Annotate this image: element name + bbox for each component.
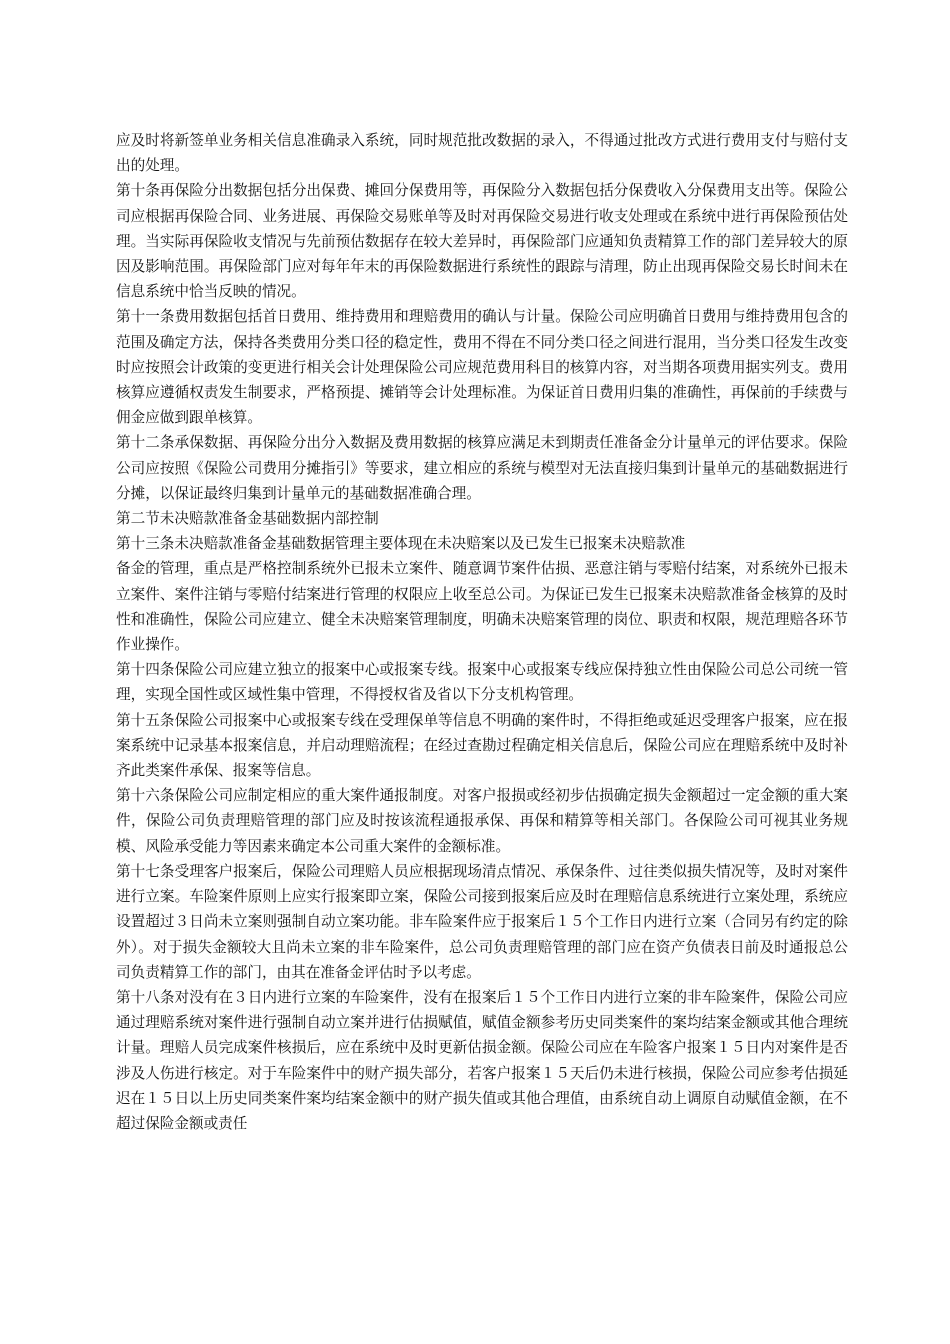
paragraph: 第十六条保险公司应制定相应的重大案件通报制度。对客户报损或经初步估损确定损失金额超过一定金额的重大案件，保险公司负责理赔管理的部门应及时按该流程通报承保、再保和精算等相关部门。各保险公司可视其业务规模、风险承受能力等因素来确定本公司重大案件的金额标准。 xyxy=(116,787,848,855)
document-body xyxy=(116,128,848,1136)
paragraph: 应及时将新签单业务相关信息准确录入系统，同时规范批改数据的录入，不得通过批改方式进行费用支付与赔付支出的处理。 xyxy=(116,132,848,175)
paragraph: 第十二条承保数据、再保险分出分入数据及费用数据的核算应满足未到期责任准备金分计量单元的评估要求。保险公司应按照《保险公司费用分摊指引》等要求，建立相应的系统与模型对无法直接归集到计量单元的基础数据进行分摊，以保证最终归集到计量单元的基础数据准确合理。 xyxy=(116,434,848,502)
section-heading: 第二节未决赔款准备金基础数据内部控制 xyxy=(116,510,379,528)
paragraph: 第十八条对没有在３日内进行立案的车险案件，没有在报案后１５个工作日内进行立案的非车险案件，保险公司应通过理赔系统对案件进行强制自动立案并进行估损赋值，赋值金额参考历史同类案件的案均结案金额或其他合理统计量。理赔人员完成案件核损后，应在系统中及时更新估损金额。保险公司应在车险客户报案１５日内对案件是否涉及人伤进行核定。对于车险案件中的财产损失部分，若客户报案１５天后仍未进行核损，保险公司应参考估损延迟在１５日以上历史同类案件案均结案金额中的财产损失值或其他合理值，由系统自动上调原自动赋值金额，在不超过保险金额或责任 xyxy=(116,988,848,1132)
paragraph: 第十七条受理客户报案后，保险公司理赔人员应根据现场清点情况、承保条件、过往类似损失情况等，及时对案件进行立案。车险案件原则上应实行报案即立案，保险公司接到报案后应及时在理赔信息系统进行立案处理，系统应设置超过３日尚未立案则强制自动立案功能。非车险案件应于报案后１５个工作日内进行立案（合同另有约定的除外）。对于损失金额较大且尚未立案的非车险案件，总公司负责理赔管理的部门应在资产负债表日前及时通报总公司负责精算工作的部门，由其在准备金评估时予以考虑。 xyxy=(116,862,848,981)
paragraph: 备金的管理，重点是严格控制系统外已报未立案件、随意调节案件估损、恶意注销与零赔付结案，对系统外已报未立案件、案件注销与零赔付结案进行管理的权限应上收至总公司。为保证已发生已报案未决赔款准备金核算的及时性和准确性，保险公司应建立、健全未决赔案管理制度，明确未决赔案管理的岗位、职责和权限，规范理赔各环节作业操作。 xyxy=(116,560,848,654)
paragraph: 第十一条费用数据包括首日费用、维持费用和理赔费用的确认与计量。保险公司应明确首日费用与维持费用包含的范围及确定方法，保持各类费用分类口径的稳定性，费用不得在不同分类口径之间进行混用，当分类口径发生改变时应按照会计政策的变更进行相关会计处理保险公司应规范费用科目的核算内容，对当期各项费用据实列支。费用核算应遵循权责发生制要求，严格预提、摊销等会计处理标准。为保证首日费用归集的准确性，再保前的手续费与佣金应做到跟单核算。 xyxy=(116,308,848,427)
paragraph: 第十条再保险分出数据包括分出保费、摊回分保费用等，再保险分入数据包括分保费收入分保费用支出等。保险公司应根据再保险合同、业务进展、再保险交易账单等及时对再保险交易进行收支处理或在系统中进行再保险预估处理。当实际再保险收支情况与先前预估数据存在较大差异时，再保险部门应通知负责精算工作的部门差异较大的原因及影响范围。再保险部门应对每年年末的再保险数据进行系统性的跟踪与清理，防止出现再保险交易长时间未在信息系统中恰当反映的情况。 xyxy=(116,182,848,301)
paragraph: 第十五条保险公司报案中心或报案专线在受理保单等信息不明确的案件时，不得拒绝或延迟受理客户报案，应在报案系统中记录基本报案信息，并启动理赔流程；在经过查勘过程确定相关信息后，保险公司应在理赔系统中及时补齐此类案件承保、报案等信息。 xyxy=(116,711,848,780)
paragraph: 第十三条未决赔款准备金基础数据管理主要体现在未决赔案以及已发生已报案未决赔款准 xyxy=(116,535,686,553)
paragraph: 第十四条保险公司应建立独立的报案中心或报案专线。报案中心或报案专线应保持独立性由保险公司总公司统一管理，实现全国性或区域性集中管理，不得授权省及省以下分支机构管理。 xyxy=(116,661,848,704)
